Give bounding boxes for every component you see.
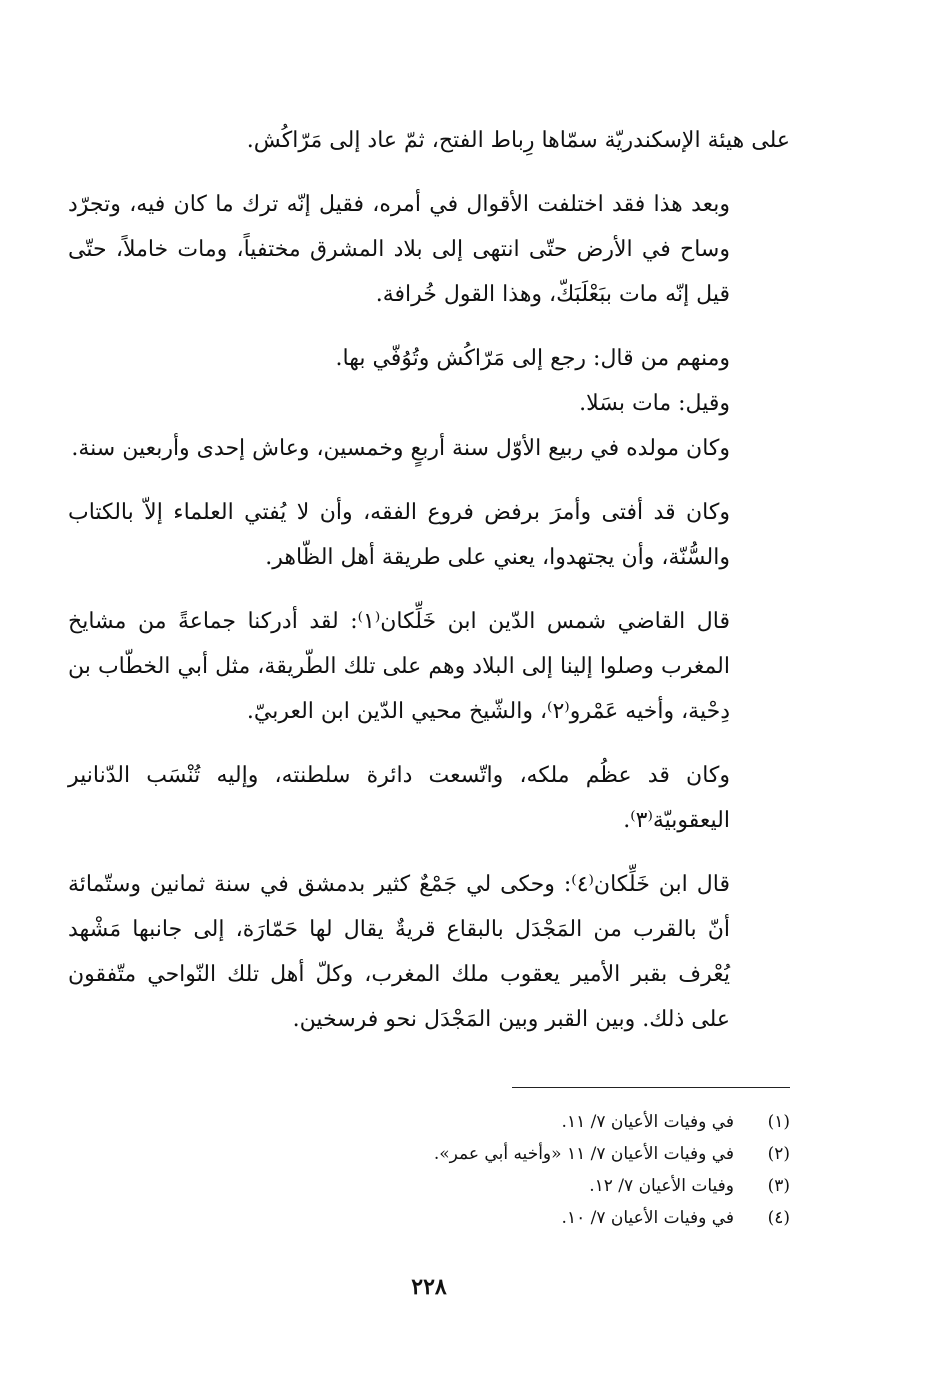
paragraph-8: وكان قد عظُم ملكه، واتّسعت دائرة سلطنته، وإليه تُنْسَب الدّنانير اليعقوبيّة⁽٣⁾. — [68, 763, 730, 833]
footnote-text: في وفيات الأعيان ٧/ ١١. — [561, 1112, 734, 1132]
footnote-text: وفيات الأعيان ٧/ ١٢. — [589, 1176, 734, 1196]
paragraph-9: قال ابن خَلِّكان⁽٤⁾: وحكى لي جَمْعٌ كثير بدمشق في سنة ثمانين وستّمائة أنّ بالقرب من المَجْدَل بالبقاع قريةٌ يقال لها حَمّارَة، إلى جانبها مَشْهد يُعْرف بقبر الأمير يعقوب ملك المغرب، وكلّ أهل تلك النّواحي متّفقون على ذلك. وبين القبر وبين المَجْدَل نحو فرسخين. — [68, 872, 730, 1032]
footnote-item — [68, 1202, 790, 1234]
footnote-text: في وفيات الأعيان ٧/ ١٠. — [561, 1208, 734, 1228]
footnote-text: في وفيات الأعيان ٧/ ١١ «وأخيه أبي عمر». — [433, 1144, 734, 1164]
paragraph-3: ومنهم من قال: رجع إلى مَرّاكُش وتُوُفّي بها. — [335, 346, 730, 371]
page-number: ٢٢٨ — [411, 1274, 447, 1300]
footnote-number: (٣) — [767, 1176, 790, 1196]
footnote-item — [68, 1170, 790, 1202]
footnote-number: (٤) — [767, 1208, 790, 1228]
footnotes-list — [68, 1106, 790, 1234]
paragraph-6: وكان قد أفتى وأمرَ برفض فروع الفقه، وأن لا يُفتي العلماء إلاّ بالكتاب والسُّنّة، وأن يجتهدوا، يعني على طريقة أهل الظّاهر. — [68, 500, 730, 570]
footnote-number: (١) — [767, 1112, 790, 1132]
paragraph-2: وبعد هذا فقد اختلفت الأقوال في أمره، فقيل إنّه ترك ما كان فيه، وتجرّد وساح في الأرض حتّى انتهى إلى بلاد المشرق مختفياً، ومات خاملاً، حتّى قيل إنّه مات ببَعْلَبَكّ، وهذا القول خُرافة. — [68, 192, 730, 307]
paragraph-5: وكان مولده في ربيع الأوّل سنة أربعٍ وخمسين، وعاش إحدى وأربعين سنة. — [71, 436, 730, 461]
paragraph-4: وقيل: مات بسَلا. — [579, 391, 730, 416]
book-page — [68, 118, 790, 1338]
footnote-number: (٢) — [767, 1144, 790, 1164]
paragraph-7: قال القاضي شمس الدّين ابن خَلِّكان⁽١⁾: لقد أدركنا جماعةً من مشايخ المغرب وصلوا إلينا إلى البلاد وهم على تلك الطّريقة، مثل أبي الخطّاب بن دِحْية، وأخيه عَمْرو⁽٢⁾، والشّيخ محيي الدّين ابن العربيّ. — [68, 609, 731, 724]
footnote-item — [68, 1138, 790, 1170]
main-text — [68, 118, 790, 1042]
paragraph-1: على هيئة الإسكندريّة سمّاها رِباط الفتح، ثمّ عاد إلى مَرّاكُش. — [246, 128, 790, 153]
footnote-divider — [512, 1087, 790, 1088]
footnote-item — [68, 1106, 790, 1138]
